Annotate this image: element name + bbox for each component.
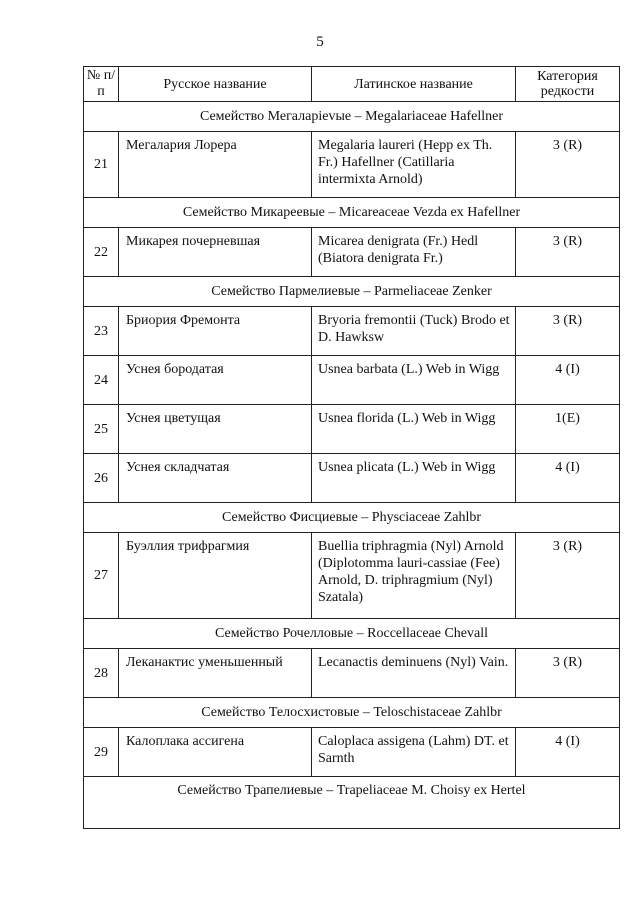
row-number: 21 bbox=[84, 132, 119, 198]
rarity-category: 1(E) bbox=[516, 405, 620, 454]
species-table bbox=[83, 66, 620, 829]
russian-name: Мегалария Лорера bbox=[119, 132, 312, 198]
rarity-category: 4 (I) bbox=[516, 728, 620, 777]
family-row bbox=[84, 503, 620, 533]
family-row bbox=[84, 777, 620, 829]
rarity-category: 4 (I) bbox=[516, 454, 620, 503]
row-number: 23 bbox=[84, 307, 119, 356]
family-title: Семейство Рочелловые – Roccellaceae Chevall bbox=[84, 619, 620, 649]
table-row bbox=[84, 533, 620, 619]
family-title: Семейство Фисциевые – Physciaceae Zahlbr bbox=[84, 503, 620, 533]
rarity-category: 3 (R) bbox=[516, 533, 620, 619]
latin-name: Usnea barbata (L.) Web in Wigg bbox=[312, 356, 516, 405]
table-row bbox=[84, 132, 620, 198]
latin-name: Buellia triphragmia (Nyl) Arnold (Diplotomma lauri-cassiae (Fee) Arnold, D. triphragmium (Nyl) Szatala) bbox=[312, 533, 516, 619]
family-row bbox=[84, 619, 620, 649]
russian-name: Буэллия трифрагмия bbox=[119, 533, 312, 619]
header-latin-name: Латинское название bbox=[312, 67, 516, 102]
family-title: Семейство Пармелиевые – Parmeliaceae Zenker bbox=[84, 277, 620, 307]
family-title: Семейство Микареевые – Micareaceae Vezda ex Hafellner bbox=[84, 198, 620, 228]
russian-name: Калоплака ассигена bbox=[119, 728, 312, 777]
table-row bbox=[84, 228, 620, 277]
row-number: 25 bbox=[84, 405, 119, 454]
family-row bbox=[84, 277, 620, 307]
header-rarity-category: Категория редкости bbox=[516, 67, 620, 102]
page-number: 5 bbox=[316, 34, 324, 50]
rarity-category: 3 (R) bbox=[516, 132, 620, 198]
rarity-category: 3 (R) bbox=[516, 649, 620, 698]
latin-name: Micarea denigrata (Fr.) Hedl (Biatora denigrata Fr.) bbox=[312, 228, 516, 277]
family-title: Семейство Трапелиевые – Trapeliaceae M. Choisy ex Hertel bbox=[84, 777, 620, 829]
family-row bbox=[84, 198, 620, 228]
row-number: 24 bbox=[84, 356, 119, 405]
table-row bbox=[84, 649, 620, 698]
rarity-category: 3 (R) bbox=[516, 307, 620, 356]
row-number: 27 bbox=[84, 533, 119, 619]
russian-name: Уснея складчатая bbox=[119, 454, 312, 503]
row-number: 29 bbox=[84, 728, 119, 777]
table-row bbox=[84, 728, 620, 777]
table-row bbox=[84, 454, 620, 503]
header-number: № п/п bbox=[84, 67, 119, 102]
latin-name: Bryoria fremontii (Tuck) Brodo et D. Hawksw bbox=[312, 307, 516, 356]
table-row bbox=[84, 356, 620, 405]
table-row bbox=[84, 405, 620, 454]
table-header-row bbox=[84, 67, 620, 102]
russian-name: Леканактис уменьшенный bbox=[119, 649, 312, 698]
latin-name: Caloplaca assigena (Lahm) DT. et Sarnth bbox=[312, 728, 516, 777]
family-row bbox=[84, 698, 620, 728]
row-number: 22 bbox=[84, 228, 119, 277]
row-number: 28 bbox=[84, 649, 119, 698]
family-title: Семейство Телосхистовые – Teloschistaceae Zahlbr bbox=[84, 698, 620, 728]
russian-name: Бриория Фремонта bbox=[119, 307, 312, 356]
rarity-category: 4 (I) bbox=[516, 356, 620, 405]
latin-name: Lecanactis deminuens (Nyl) Vain. bbox=[312, 649, 516, 698]
russian-name: Микарея почерневшая bbox=[119, 228, 312, 277]
family-title: Семейство Мегаларievые – Megalariaceae Hafellner bbox=[84, 102, 620, 132]
latin-name: Megalaria laureri (Hepp ex Th. Fr.) Hafellner (Catillaria intermixta Arnold) bbox=[312, 132, 516, 198]
row-number: 26 bbox=[84, 454, 119, 503]
russian-name: Уснея бородатая bbox=[119, 356, 312, 405]
russian-name: Уснея цветущая bbox=[119, 405, 312, 454]
latin-name: Usnea florida (L.) Web in Wigg bbox=[312, 405, 516, 454]
latin-name: Usnea plicata (L.) Web in Wigg bbox=[312, 454, 516, 503]
family-row bbox=[84, 102, 620, 132]
rarity-category: 3 (R) bbox=[516, 228, 620, 277]
table-row bbox=[84, 307, 620, 356]
header-russian-name: Русское название bbox=[119, 67, 312, 102]
